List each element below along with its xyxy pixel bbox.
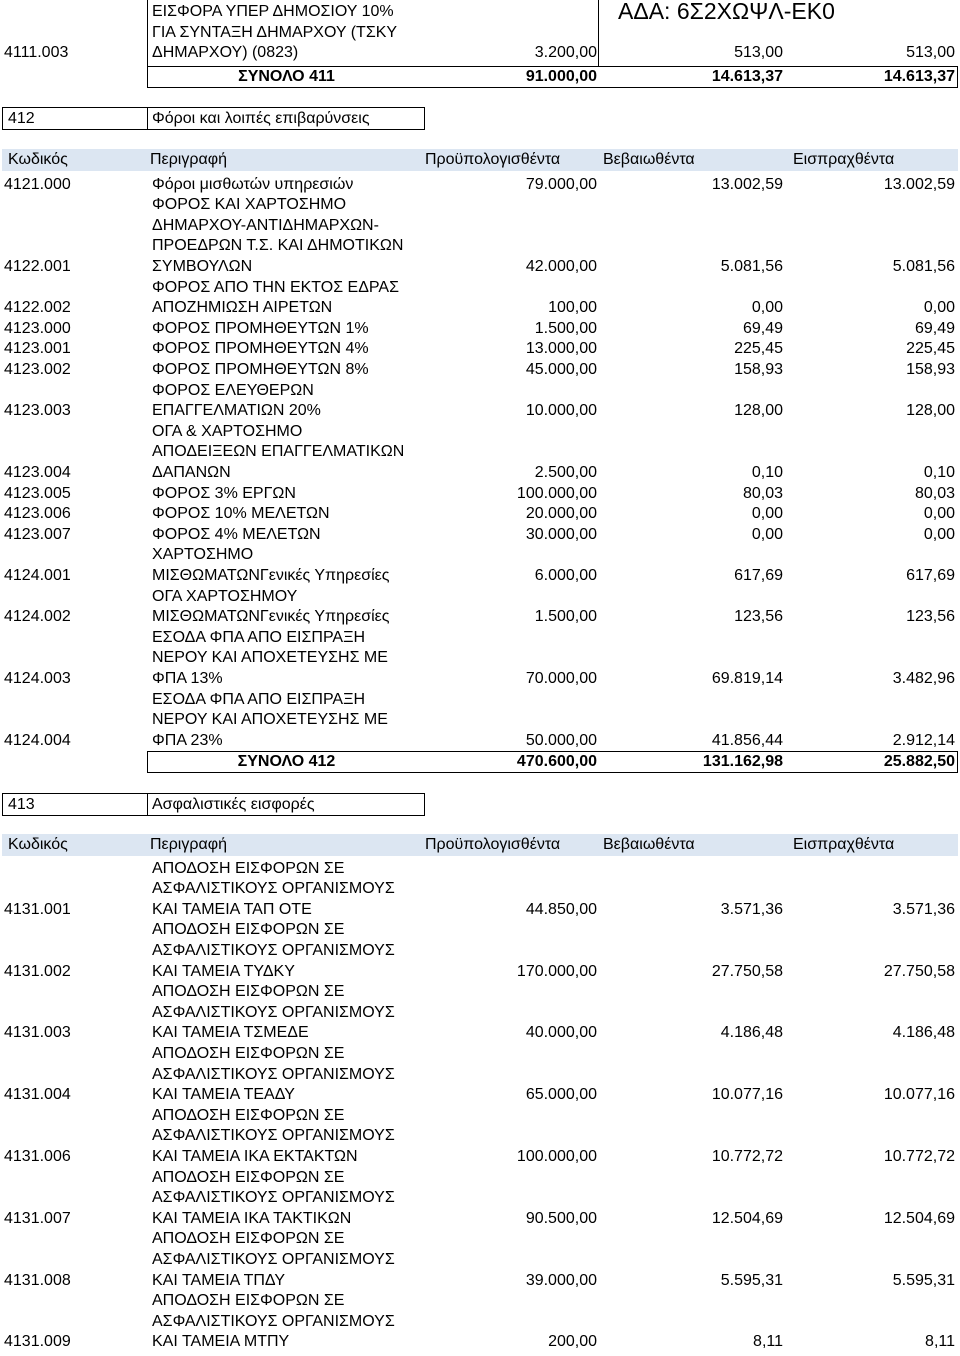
table-row xyxy=(0,2,958,64)
row-collected: 27.750,58 xyxy=(883,962,955,980)
row-certified: 3.571,36 xyxy=(720,900,783,918)
row-description xyxy=(147,484,425,505)
row-description-line: ΦΟΡΟΣ ΚΑΙ ΧΑΡΤΟΣΗΜΟ xyxy=(152,196,347,214)
section-code: 412 xyxy=(8,110,35,127)
row-description-line: ΦΟΡΟΣ ΠΡΟΜΗΘΕΥΤΩΝ 8% xyxy=(152,361,369,379)
row-description-line: ΑΣΦΑΛΙΣΤΙΚΟΥΣ ΟΡΓΑΝΙΣΜΟΥΣ xyxy=(152,942,395,960)
row-code: 4123.003 xyxy=(4,402,71,420)
row-certified: 5.081,56 xyxy=(720,258,783,276)
row-description xyxy=(147,587,425,628)
row-collected: 13.002,59 xyxy=(883,175,955,193)
row-collected: 4.186,48 xyxy=(892,1024,955,1042)
column-divider xyxy=(147,108,148,129)
row-description xyxy=(147,195,425,277)
row-certified: 617,69 xyxy=(734,566,783,584)
total-row-412 xyxy=(147,751,958,773)
row-certified: 0,00 xyxy=(751,299,783,317)
row-description-line: ΑΣΦΑΛΙΣΤΙΚΟΥΣ ΟΡΓΑΝΙΣΜΟΥΣ xyxy=(152,1065,395,1083)
row-description-line: ΧΑΡΤΟΣΗΜΟ xyxy=(152,546,254,564)
total-row-411 xyxy=(147,66,958,88)
row-description-line: ΑΣΦΑΛΙΣΤΙΚΟΥΣ ΟΡΓΑΝΙΣΜΟΥΣ xyxy=(152,1250,395,1268)
row-description-line: ΦΟΡΟΣ 3% ΕΡΓΩΝ xyxy=(152,484,296,502)
table-header xyxy=(2,149,958,171)
row-budgeted: 1.500,00 xyxy=(534,608,597,626)
row-description-line: ΑΠΟΔΟΣΗ ΕΙΣΦΟΡΩΝ ΣΕ xyxy=(152,921,345,939)
row-description-line: ΝΕΡΟΥ ΚΑΙ ΑΠΟΧΕΤΕΥΣΗΣ ΜΕ xyxy=(152,649,388,667)
row-certified: 123,56 xyxy=(734,608,783,626)
row-description-line: ΦΠΑ 13% xyxy=(152,669,223,687)
table-body xyxy=(0,175,958,752)
row-code: 4111.003 xyxy=(4,44,69,62)
row-budgeted: 170.000,00 xyxy=(516,962,597,980)
header-code: Κωδικός xyxy=(8,836,68,853)
table-row xyxy=(0,1106,958,1168)
row-description-line: ΔΗΜΑΡΧΟΥ-ΑΝΤΙΔΗΜΑΡΧΩΝ- xyxy=(152,216,379,234)
row-description xyxy=(147,1168,425,1230)
row-budgeted: 50.000,00 xyxy=(525,731,597,749)
section-title-box xyxy=(2,107,425,130)
row-description-line: ΚΑΙ ΤΑΜΕΙΑ ΜΤΠΥ xyxy=(152,1333,290,1351)
row-code: 4123.002 xyxy=(4,361,71,379)
row-certified: 69.819,14 xyxy=(711,669,783,687)
row-description-line: ΕΠΑΓΓΕΛΜΑΤΙΩΝ 20% xyxy=(152,402,321,420)
row-description-line: Φόροι μισθωτών υπηρεσιών xyxy=(152,175,354,193)
row-budgeted: 100,00 xyxy=(548,299,597,317)
row-description xyxy=(147,545,425,586)
row-budgeted: 2.500,00 xyxy=(534,464,597,481)
row-description-line: ΦΟΡΟΣ ΑΠΟ ΤΗΝ ΕΚΤΟΣ ΕΔΡΑΣ xyxy=(152,278,399,296)
row-certified: 513,00 xyxy=(734,44,783,62)
row-budgeted: 45.000,00 xyxy=(525,361,597,379)
row-description-line: ΦΠΑ 23% xyxy=(152,731,223,749)
row-budgeted: 1.500,00 xyxy=(534,319,597,337)
row-certified: 4.186,48 xyxy=(720,1024,783,1042)
row-description-line: ΑΣΦΑΛΙΣΤΙΚΟΥΣ ΟΡΓΑΝΙΣΜΟΥΣ xyxy=(152,1189,395,1207)
row-code: 4124.001 xyxy=(4,566,71,584)
column-divider xyxy=(147,794,148,815)
row-code: 4122.001 xyxy=(4,258,71,276)
row-collected: 5.595,31 xyxy=(892,1271,955,1289)
row-collected: 123,56 xyxy=(906,608,955,626)
table-row xyxy=(0,525,958,546)
ada-stamp: ΑΔΑ: 6Σ2ΧΩΨΛ-ΕΚ0 xyxy=(618,0,835,24)
table-row xyxy=(0,422,958,484)
header-certified: Βεβαιωθέντα xyxy=(603,836,695,853)
row-description xyxy=(147,920,425,982)
row-code: 4131.009 xyxy=(4,1333,71,1351)
row-code: 4131.007 xyxy=(4,1209,71,1227)
row-description-line: ΟΓΑ ΧΑΡΤΟΣΗΜΟΥ xyxy=(152,587,298,605)
table-row xyxy=(0,278,958,319)
table-header xyxy=(2,834,958,856)
row-code: 4124.002 xyxy=(4,608,71,626)
row-code: 4131.008 xyxy=(4,1271,71,1289)
row-description-line: ΦΟΡΟΣ 10% ΜΕΛΕΤΩΝ xyxy=(152,505,330,523)
header-budgeted: Προϋπολογισθέντα xyxy=(425,836,561,853)
row-certified: 158,93 xyxy=(734,361,783,379)
row-description-line: ΟΓΑ & ΧΑΡΤΟΣΗΜΟ xyxy=(152,422,303,440)
row-description-line: ΑΠΟΔΟΣΗ ΕΙΣΦΟΡΩΝ ΣΕ xyxy=(152,1230,345,1248)
row-description xyxy=(147,504,425,525)
row-budgeted: 20.000,00 xyxy=(525,505,597,523)
row-description-line: ΕΙΣΦΟΡΑ ΥΠΕΡ ΔΗΜΟΣΙΟΥ 10% xyxy=(152,3,394,20)
row-budgeted: 30.000,00 xyxy=(525,525,597,543)
row-certified: 0,00 xyxy=(751,525,783,543)
row-description-line: ΑΠΟΖΗΜΙΩΣΗ ΑΙΡΕΤΩΝ xyxy=(152,299,333,317)
section-title: Ασφαλιστικές εισφορές xyxy=(152,796,315,813)
row-description-line: ΚΑΙ ΤΑΜΕΙΑ ΤΑΠ ΟΤΕ xyxy=(152,900,312,918)
row-description-line: ΑΠΟΔΟΣΗ ΕΙΣΦΟΡΩΝ ΣΕ xyxy=(152,1045,345,1063)
row-description-line: ΜΙΣΘΩΜΑΤΩΝΓενικές Υπηρεσίες xyxy=(152,566,390,584)
row-code: 4123.007 xyxy=(4,525,71,543)
header-collected: Εισπραχθέντα xyxy=(793,836,895,853)
row-collected: 12.504,69 xyxy=(883,1209,955,1227)
header-collected: Εισπραχθέντα xyxy=(793,151,895,168)
row-collected: 0,10 xyxy=(923,464,955,481)
row-code: 4131.003 xyxy=(4,1024,71,1042)
row-certified: 41.856,44 xyxy=(711,731,783,749)
row-budgeted: 90.500,00 xyxy=(525,1209,597,1227)
row-description-line: ΑΣΦΑΛΙΣΤΙΚΟΥΣ ΟΡΓΑΝΙΣΜΟΥΣ xyxy=(152,1003,395,1021)
row-collected: 69,49 xyxy=(914,319,955,337)
row-budgeted: 200,00 xyxy=(548,1333,597,1351)
table-row xyxy=(0,1291,958,1353)
row-budgeted: 100.000,00 xyxy=(516,1148,597,1165)
row-description-line: ΦΟΡΟΣ ΠΡΟΜΗΘΕΥΤΩΝ 4% xyxy=(152,340,369,358)
section-412 xyxy=(0,107,958,773)
row-code: 4123.000 xyxy=(4,319,71,337)
row-collected: 2.912,14 xyxy=(892,731,955,749)
row-description xyxy=(147,422,425,484)
row-budgeted: 39.000,00 xyxy=(525,1271,597,1289)
row-code: 4131.001 xyxy=(4,900,71,918)
row-code: 4131.006 xyxy=(4,1148,71,1165)
row-description-line: ΑΠΟΔΟΣΗ ΕΙΣΦΟΡΩΝ ΣΕ xyxy=(152,1168,345,1186)
table-row xyxy=(0,1044,958,1106)
row-description xyxy=(147,982,425,1044)
total-budgeted: 470.600,00 xyxy=(516,753,597,771)
table-row xyxy=(0,1229,958,1291)
table-row xyxy=(0,545,958,586)
row-description-line: ΚΑΙ ΤΑΜΕΙΑ ΤΥΔΚΥ xyxy=(152,962,295,980)
row-budgeted: 100.000,00 xyxy=(516,484,597,502)
table-row xyxy=(0,175,958,196)
row-description-line: ΓΙΑ ΣΥΝΤΑΞΗ ΔΗΜΑΡΧΟΥ (ΤΣΚΥ xyxy=(152,23,398,41)
row-collected: 3.482,96 xyxy=(892,669,955,687)
row-code: 4131.004 xyxy=(4,1086,71,1104)
row-description xyxy=(147,360,425,381)
row-code: 4121.000 xyxy=(4,175,71,193)
row-code: 4124.004 xyxy=(4,731,71,749)
row-description xyxy=(147,1229,425,1291)
row-code: 4123.004 xyxy=(4,464,71,481)
row-collected: 0,00 xyxy=(923,299,955,317)
row-collected: 617,69 xyxy=(906,566,955,584)
row-description-line: ΝΕΡΟΥ ΚΑΙ ΑΠΟΧΕΤΕΥΣΗΣ ΜΕ xyxy=(152,711,388,729)
row-description xyxy=(147,175,425,196)
row-description-line: ΚΑΙ ΤΑΜΕΙΑ ΤΕΑΔΥ xyxy=(152,1086,295,1104)
row-description xyxy=(147,2,425,64)
header-code: Κωδικός xyxy=(8,151,68,168)
row-certified: 69,49 xyxy=(742,319,783,337)
row-budgeted: 65.000,00 xyxy=(525,1086,597,1104)
total-label: ΣΥΝΟΛΟ 411 xyxy=(238,68,335,85)
row-description-line: ΑΠΟΔΕΙΞΕΩΝ ΕΠΑΓΓΕΛΜΑΤΙΚΩΝ xyxy=(152,443,405,461)
row-description xyxy=(147,690,425,752)
row-budgeted: 79.000,00 xyxy=(525,175,597,193)
table-row xyxy=(0,319,958,340)
row-code: 4122.002 xyxy=(4,299,71,317)
row-description-line: ΕΣΟΔΑ ΦΠΑ ΑΠΟ ΕΙΣΠΡΑΞΗ xyxy=(152,628,366,646)
row-description-line: ΜΙΣΘΩΜΑΤΩΝΓενικές Υπηρεσίες xyxy=(152,608,390,626)
row-collected: 128,00 xyxy=(906,402,955,420)
row-collected: 225,45 xyxy=(906,340,955,358)
row-budgeted: 10.000,00 xyxy=(525,402,597,420)
total-label: ΣΥΝΟΛΟ 412 xyxy=(237,753,336,771)
row-budgeted: 42.000,00 xyxy=(525,258,597,276)
table-row xyxy=(0,339,958,360)
row-description xyxy=(147,1291,425,1353)
row-description-line: ΔΗΜΑΡΧΟΥ) (0823) xyxy=(152,44,299,62)
row-collected: 5.081,56 xyxy=(892,258,955,276)
row-description-line: ΑΠΟΔΟΣΗ ΕΙΣΦΟΡΩΝ ΣΕ xyxy=(152,1106,345,1124)
row-description xyxy=(147,278,425,319)
table-row xyxy=(0,195,958,277)
row-description-line: ΔΑΠΑΝΩΝ xyxy=(152,464,231,481)
section-413 xyxy=(0,793,958,1353)
total-budgeted: 91.000,00 xyxy=(525,68,597,85)
table-row xyxy=(0,690,958,752)
table-body xyxy=(0,859,958,1353)
row-collected: 0,00 xyxy=(923,525,955,543)
total-collected: 14.613,37 xyxy=(883,68,955,85)
table-row xyxy=(0,982,958,1044)
row-description xyxy=(147,628,425,690)
section-code: 413 xyxy=(8,796,35,813)
row-collected: 8,11 xyxy=(925,1333,955,1351)
table-row xyxy=(0,859,958,921)
row-code: 4124.003 xyxy=(4,669,71,687)
row-collected: 10.772,72 xyxy=(883,1148,955,1165)
row-collected: 158,93 xyxy=(906,361,955,379)
header-description: Περιγραφή xyxy=(150,151,227,168)
total-certified: 131.162,98 xyxy=(702,753,783,771)
section-title-box xyxy=(2,793,425,816)
row-certified: 27.750,58 xyxy=(711,962,783,980)
row-description-line: ΠΡΟΕΔΡΩΝ Τ.Σ. ΚΑΙ ΔΗΜΟΤΙΚΩΝ xyxy=(152,237,404,255)
row-code: 4123.005 xyxy=(4,484,71,502)
row-description-line: ΑΣΦΑΛΙΣΤΙΚΟΥΣ ΟΡΓΑΝΙΣΜΟΥΣ xyxy=(152,880,395,898)
table-row xyxy=(0,381,958,422)
row-description-line: ΦΟΡΟΣ ΕΛΕΥΘΕΡΩΝ xyxy=(152,381,314,399)
row-budgeted: 40.000,00 xyxy=(525,1024,597,1042)
row-description-line: ΑΠΟΔΟΣΗ ΕΙΣΦΟΡΩΝ ΣΕ xyxy=(152,859,345,877)
row-description xyxy=(147,1044,425,1106)
section-title: Φόροι και λοιπές επιβαρύνσεις xyxy=(152,110,370,127)
row-description xyxy=(147,339,425,360)
row-description-line: ΑΣΦΑΛΙΣΤΙΚΟΥΣ ΟΡΓΑΝΙΣΜΟΥΣ xyxy=(152,1127,395,1145)
row-budgeted: 44.850,00 xyxy=(525,900,597,918)
table-row xyxy=(0,628,958,690)
row-description-line: ΦΟΡΟΣ ΠΡΟΜΗΘΕΥΤΩΝ 1% xyxy=(152,319,369,337)
row-description-line: ΑΠΟΔΟΣΗ ΕΙΣΦΟΡΩΝ ΣΕ xyxy=(152,1292,345,1310)
row-certified: 10.772,72 xyxy=(711,1148,783,1165)
table-row xyxy=(0,587,958,628)
row-description xyxy=(147,859,425,921)
row-description xyxy=(147,525,425,546)
table-row xyxy=(0,1168,958,1230)
row-description xyxy=(147,381,425,422)
row-description xyxy=(147,319,425,340)
row-description-line: ΦΟΡΟΣ 4% ΜΕΛΕΤΩΝ xyxy=(152,525,321,543)
row-certified: 13.002,59 xyxy=(711,175,783,193)
table-row xyxy=(0,360,958,381)
row-certified: 10.077,16 xyxy=(711,1086,783,1104)
total-collected: 25.882,50 xyxy=(883,753,955,771)
row-certified: 8,11 xyxy=(753,1333,783,1351)
row-description-line: ΕΣΟΔΑ ΦΠΑ ΑΠΟ ΕΙΣΠΡΑΞΗ xyxy=(152,690,366,708)
table-row xyxy=(0,920,958,982)
header-budgeted: Προϋπολογισθέντα xyxy=(425,151,561,168)
row-description-line: ΑΣΦΑΛΙΣΤΙΚΟΥΣ ΟΡΓΑΝΙΣΜΟΥΣ xyxy=(152,1312,395,1330)
row-budgeted: 6.000,00 xyxy=(534,566,597,584)
row-description-line: ΑΠΟΔΟΣΗ ΕΙΣΦΟΡΩΝ ΣΕ xyxy=(152,983,345,1001)
row-code: 4131.002 xyxy=(4,962,71,980)
row-budgeted: 3.200,00 xyxy=(534,44,597,62)
header-certified: Βεβαιωθέντα xyxy=(603,151,695,168)
row-certified: 5.595,31 xyxy=(720,1271,783,1289)
row-description-line: ΚΑΙ ΤΑΜΕΙΑ ΙΚΑ ΤΑΚΤΙΚΩΝ xyxy=(152,1209,352,1227)
row-budgeted: 70.000,00 xyxy=(525,669,597,687)
row-certified: 80,03 xyxy=(742,484,783,502)
row-certified: 128,00 xyxy=(734,402,783,420)
table-row xyxy=(0,484,958,505)
row-certified: 0,10 xyxy=(751,464,783,481)
row-collected: 3.571,36 xyxy=(892,900,955,918)
row-budgeted: 13.000,00 xyxy=(525,340,597,358)
total-certified: 14.613,37 xyxy=(711,68,783,85)
row-certified: 225,45 xyxy=(734,340,783,358)
carryover-rows xyxy=(0,2,958,64)
row-code: 4123.001 xyxy=(4,340,71,358)
row-description-line: ΚΑΙ ΤΑΜΕΙΑ ΤΣΜΕΔΕ xyxy=(152,1024,309,1042)
row-description-line: ΣΥΜΒΟΥΛΩΝ xyxy=(152,258,253,276)
row-description-line: ΚΑΙ ΤΑΜΕΙΑ ΙΚΑ ΕΚΤΑΚΤΩΝ xyxy=(152,1148,358,1165)
row-description xyxy=(147,1106,425,1168)
row-certified: 12.504,69 xyxy=(711,1209,783,1227)
row-collected: 513,00 xyxy=(906,44,955,62)
row-collected: 10.077,16 xyxy=(883,1086,955,1104)
table-row xyxy=(0,504,958,525)
row-collected: 0,00 xyxy=(923,505,955,523)
row-code: 4123.006 xyxy=(4,505,71,523)
row-description-line: ΚΑΙ ΤΑΜΕΙΑ ΤΠΔΥ xyxy=(152,1271,286,1289)
header-description: Περιγραφή xyxy=(150,836,227,853)
row-certified: 0,00 xyxy=(751,505,783,523)
row-collected: 80,03 xyxy=(914,484,955,502)
